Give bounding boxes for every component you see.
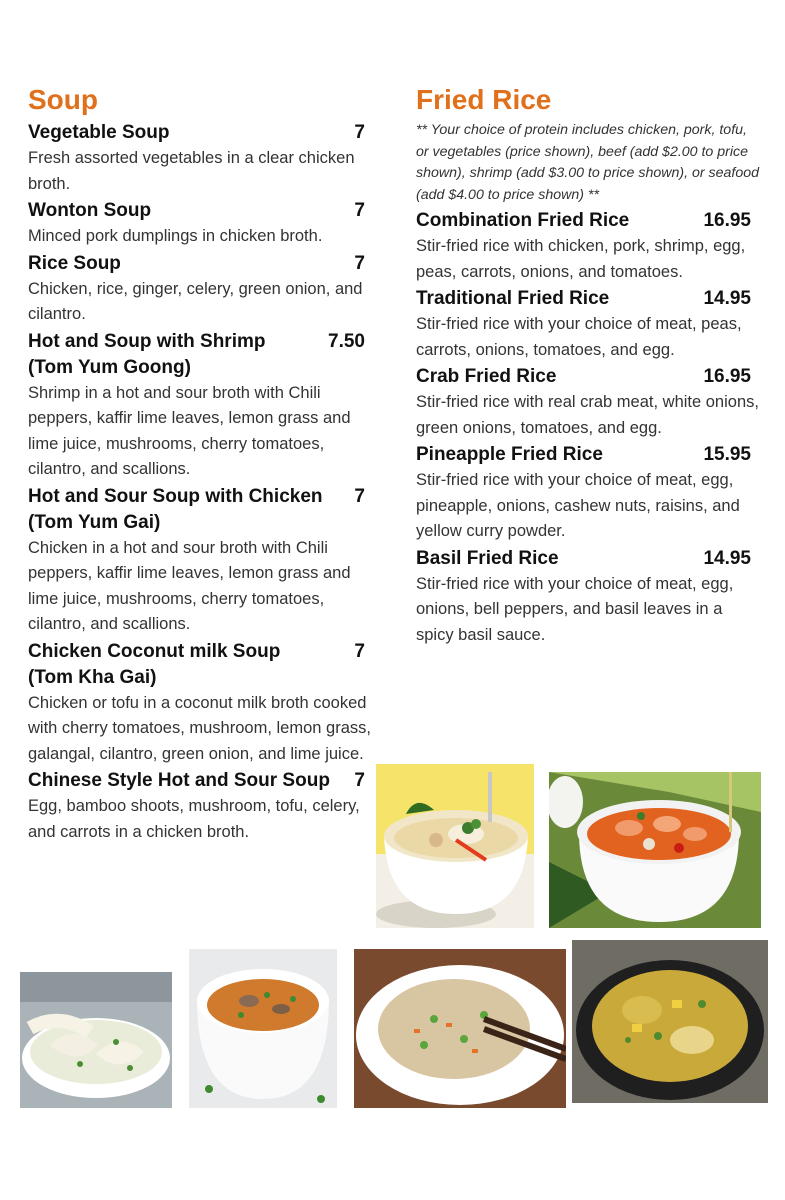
- menu-item-price: 16.95: [703, 210, 751, 231]
- menu-item-name: Crab Fried Rice: [416, 366, 557, 387]
- menu-item-header: [416, 208, 761, 234]
- menu-item-description: Stir-fried rice with your choice of meat, egg, onions, bell peppers, and basil leaves in a spicy basil sauce.: [416, 574, 734, 644]
- menu-item-name: Wonton Soup: [28, 200, 152, 221]
- menu-item-header: [416, 286, 761, 312]
- menu-item-name: Traditional Fried Rice: [416, 288, 610, 309]
- menu-item-description: Stir-fried rice with your choice of meat, peas, carrots, onions, tomatoes, and egg.: [416, 315, 742, 359]
- menu-item-header: [28, 329, 373, 381]
- soup-item: [28, 639, 373, 768]
- soup-item: [28, 329, 373, 483]
- soup-title: Soup: [28, 84, 98, 115]
- menu-item-description: Stir-fried rice with real crab meat, white onions, green onions, tomatoes, and egg.: [416, 393, 759, 437]
- fried-rice-item: [416, 286, 761, 363]
- menu-item-description: Egg, bamboo shoots, mushroom, tofu, celery, and carrots in a chicken broth.: [28, 797, 360, 841]
- menu-item-name: Chinese Style Hot and Sour Soup: [28, 770, 330, 791]
- menu-item-description: Chicken, rice, ginger, celery, green onion, and cilantro.: [28, 279, 363, 323]
- menu-item-name: Vegetable Soup: [28, 122, 170, 143]
- menu-item-price: 16.95: [703, 366, 751, 387]
- menu-item-description: Chicken in a hot and sour broth with Chili peppers, kaffir lime leaves, lemon grass and lime juice, mushrooms, cherry tomatoes, cilantro, and scallions.: [28, 538, 351, 633]
- menu-item-header: [28, 251, 373, 277]
- fried-rice-item: [416, 546, 761, 649]
- menu-item-price: 7: [354, 640, 365, 662]
- fried-rice-item: [416, 208, 761, 285]
- protein-note: ** Your choice of protein includes chicken, pork, tofu, or vegetables (price shown), beef (add $2.00 to price shown), shrimp (add $3.00 to price shown), or seafood (add $4.00 to price shown) **: [416, 122, 760, 203]
- tom-yum-photo: [549, 772, 761, 928]
- fried-rice-title: Fried Rice: [416, 84, 552, 115]
- menu-item-price: 14.95: [703, 288, 751, 309]
- fried-rice-item: [416, 364, 761, 441]
- fried-rice-photo: [354, 949, 566, 1108]
- menu-item-price: 7.50: [328, 330, 365, 352]
- menu-item-header: [28, 639, 373, 691]
- menu-item-description: Shrimp in a hot and sour broth with Chili peppers, kaffir lime leaves, lemon grass and lime juice, mushrooms, cherry tomatoes, cilantro, and scallions.: [28, 383, 351, 478]
- soup-item: [28, 198, 373, 250]
- menu-item-description: Chicken or tofu in a coconut milk broth cooked with cherry tomatoes, mushroom, lemon grass, galangal, cilantro, green onion, and lime juice.: [28, 693, 371, 763]
- menu-item-price: 14.95: [703, 547, 751, 569]
- soup-item: [28, 484, 373, 638]
- hot-and-sour-soup-photo: [189, 949, 337, 1108]
- menu-item-name: Rice Soup: [28, 252, 121, 274]
- menu-item-header: [28, 484, 373, 536]
- pineapple-fried-rice-photo: [572, 940, 768, 1103]
- menu-item-price: 7: [354, 252, 365, 274]
- menu-item-name: Chicken Coconut milk Soup (Tom Kha Gai): [28, 640, 281, 688]
- menu-item-name: Hot and Sour Soup with Chicken (Tom Yum Gai): [28, 485, 323, 533]
- fried-rice-items: [416, 208, 761, 648]
- menu-item-header: [416, 364, 761, 390]
- menu-item-header: [416, 442, 761, 468]
- menu-item-header: [416, 546, 761, 572]
- menu-item-price: 7: [354, 122, 365, 143]
- menu-item-name: Pineapple Fried Rice: [416, 444, 603, 465]
- menu-item-description: Stir-fried rice with chicken, pork, shrimp, egg, peas, carrots, onions, and tomatoes.: [416, 237, 746, 281]
- soup-section: [28, 82, 373, 846]
- wonton-soup-photo: [20, 972, 172, 1108]
- menu-item-header: [28, 198, 373, 224]
- soup-item: [28, 120, 373, 197]
- menu-item-name: Basil Fried Rice: [416, 547, 559, 569]
- menu-item-description: Stir-fried rice with your choice of meat, egg, pineapple, onions, cashew nuts, raisins, and yellow curry powder.: [416, 471, 740, 540]
- coconut-soup-photo: [376, 764, 534, 928]
- menu-item-price: 7: [354, 200, 365, 221]
- soup-items: [28, 120, 373, 845]
- menu-item-price: 7: [354, 770, 365, 791]
- menu-item-price: 7: [354, 485, 365, 507]
- menu-item-price: 15.95: [703, 444, 751, 465]
- soup-item: [28, 768, 373, 845]
- menu-item-name: Hot and Soup with Shrimp (Tom Yum Goong): [28, 330, 266, 378]
- fried-rice-item: [416, 442, 761, 545]
- menu-item-description: Minced pork dumplings in chicken broth.: [28, 227, 323, 245]
- soup-item: [28, 251, 373, 328]
- menu-item-name: Combination Fried Rice: [416, 210, 630, 231]
- menu-item-header: [28, 768, 373, 794]
- fried-rice-section: [416, 82, 761, 649]
- menu-item-description: Fresh assorted vegetables in a clear chicken broth.: [28, 149, 355, 193]
- menu-item-header: [28, 120, 373, 146]
